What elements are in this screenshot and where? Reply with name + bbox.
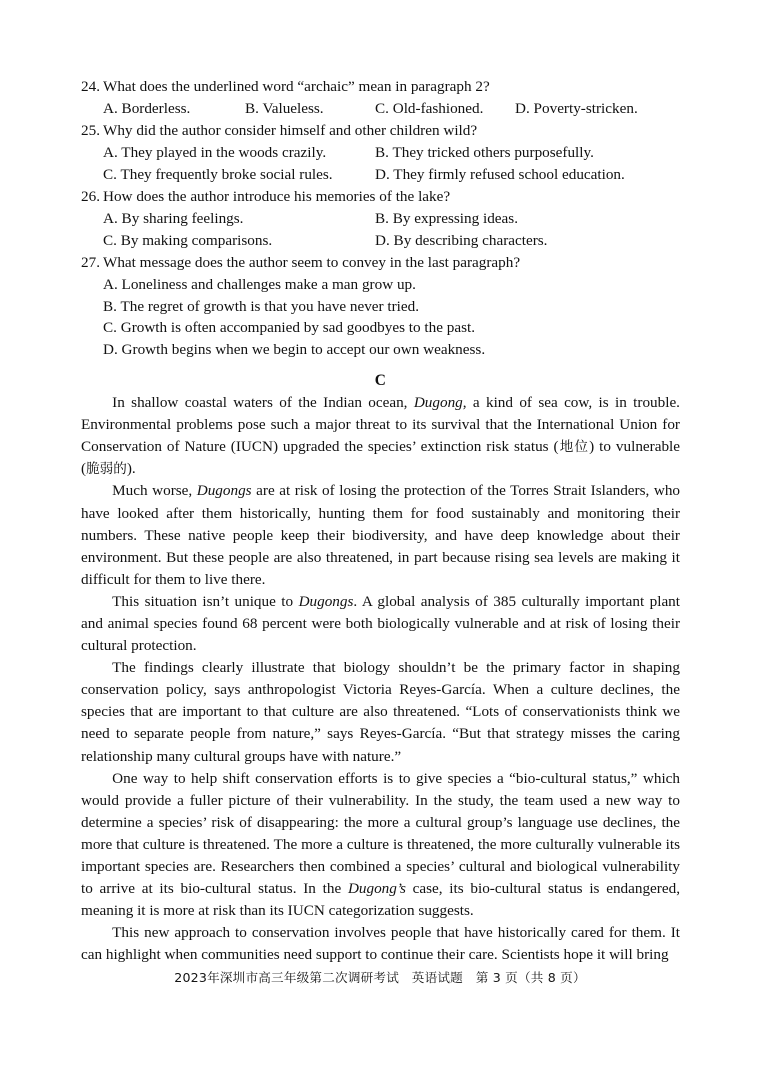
answer-option[interactable]: A. Borderless. <box>103 99 191 117</box>
question-block <box>81 252 680 361</box>
passage-text-run: . A global analysis of 385 culturally important plant and animal species found 68 percent were both biologically vulnerable and at risk of losing their cultural protection. <box>81 592 680 655</box>
passage-paragraph <box>81 392 680 480</box>
answer-option[interactable]: C. Old-fashioned. <box>375 99 484 117</box>
question-block <box>81 120 680 185</box>
answer-option[interactable]: C. By making comparisons. <box>103 231 273 249</box>
answer-option[interactable]: D. They firmly refused school education. <box>375 165 625 183</box>
page-footer: 2023年深圳市高三年级第二次调研考试 英语试题 第 3 页（共 8 页） <box>174 970 586 985</box>
option-row <box>103 230 680 252</box>
passage-text-run: In shallow coastal waters of the Indian ocean, <box>112 394 414 412</box>
question-block <box>81 76 680 119</box>
passage-body <box>81 392 680 966</box>
question-stem <box>81 252 680 274</box>
passage-text-run: ) to vulnerable ( <box>81 438 681 478</box>
question-block <box>81 186 680 251</box>
answer-option[interactable]: A. They played in the woods crazily. <box>103 143 327 161</box>
answer-option[interactable]: A. Loneliness and challenges make a man grow up. <box>103 275 416 293</box>
passage-text-run: case, its bio-cultural status is endangered, meaning it is more at risk than its IUCN categorization suggests. <box>81 880 680 920</box>
answer-option[interactable]: B. The regret of growth is that you have never tried. <box>103 297 420 315</box>
option-row <box>103 164 680 186</box>
question-number: 24. <box>81 78 100 95</box>
question-number: 26. <box>81 188 100 206</box>
passage-section-letter: C <box>374 372 387 390</box>
passage-text-run: , a kind of sea cow, is in trouble. Environmental problems pose such a major threat to its survival that the International Union for Conservation of Nature (IUCN) upgraded the species’ extinction risk status ( <box>81 394 680 456</box>
option-group <box>81 142 680 185</box>
option-group <box>81 98 680 120</box>
italic-term: Dugong’s <box>347 880 406 898</box>
italic-term: Dugongs <box>298 592 354 610</box>
option-row <box>103 317 680 339</box>
reading-passage <box>81 370 680 966</box>
answer-option[interactable]: B. Valueless. <box>245 99 324 117</box>
passage-text-run: This situation isn’t unique to <box>112 592 299 610</box>
question-stem-text: How does the author introduce his memories of the lake? <box>103 188 451 206</box>
question-number: 27. <box>81 254 100 272</box>
answer-option[interactable]: C. They frequently broke social rules. <box>103 165 333 183</box>
passage-paragraph <box>81 768 680 923</box>
answer-option[interactable]: D. Poverty-stricken. <box>515 99 638 117</box>
answer-option[interactable]: B. They tricked others purposefully. <box>375 143 594 161</box>
option-group <box>81 274 680 361</box>
option-row <box>103 339 680 361</box>
option-group <box>81 208 680 251</box>
option-row <box>103 98 680 120</box>
option-row <box>103 208 680 230</box>
passage-paragraph <box>81 480 680 590</box>
passage-text-run: ). <box>126 460 136 478</box>
passage-paragraph <box>81 591 680 657</box>
option-row <box>103 274 680 296</box>
question-list <box>81 76 680 361</box>
passage-paragraph <box>81 657 680 767</box>
question-stem-text: What message does the author seem to convey in the last paragraph? <box>103 254 521 272</box>
question-stem-text: What does the underlined word “archaic” mean in paragraph 2? <box>103 78 490 95</box>
passage-paragraph <box>81 922 680 966</box>
passage-text-run: are at risk of losing the protection of the Torres Strait Islanders, who have looked after them historically, hunting them for food sustainably and monitoring their numbers. These native people keep their biodiversity, and have deep knowledge about their environment. But these people are also threatened, in part because rising sea levels are making it difficult for them to live there. <box>81 482 681 588</box>
answer-option[interactable]: C. Growth is often accompanied by sad goodbyes to the past. <box>103 319 476 337</box>
italic-term: Dugongs <box>196 482 252 500</box>
passage-text-run: One way to help shift conservation efforts is to give species a “bio-cultural status,” which would provide a fuller picture of their vulnerability. In the study, the team used a new way to determine a species’ risk of disappearing: the more a cultural group’s language use declines, the more that culture is threatened. The more a culture is threatened, the more culturally vulnerable its important species are. Researchers then combined a species’ cultural and biological vulnerability to arrive at its bio-cultural status. In the <box>81 769 680 898</box>
passage-text-run: Much worse, <box>112 482 197 500</box>
italic-term: Dugong <box>413 394 463 412</box>
question-stem <box>81 186 680 208</box>
chinese-gloss: 地位 <box>558 439 590 456</box>
page-content <box>81 76 680 967</box>
option-row <box>103 296 680 318</box>
answer-option[interactable]: B. By expressing ideas. <box>375 209 518 227</box>
passage-text-run: This new approach to conservation involves people that have historically cared for them. It can highlight when communities need support to continue their care. Scientists hope it will bring <box>81 924 680 964</box>
question-stem-text: Why did the author consider himself and other children wild? <box>103 122 478 140</box>
option-row <box>103 142 680 164</box>
answer-option[interactable]: A. By sharing feelings. <box>103 209 244 227</box>
question-stem <box>81 120 680 142</box>
passage-text-run: The findings clearly illustrate that biology shouldn’t be the primary factor in shaping conservation policy, says anthropologist Victoria Reyes-García. When a culture declines, the species that are important to that culture are also threatened. “Lots of conservationists think we need to separate people from nature,” says Reyes-García. “But that strategy misses the caring relationship many cultural groups have with nature.” <box>81 659 680 765</box>
question-stem <box>81 76 680 98</box>
question-number: 25. <box>81 122 100 140</box>
answer-option[interactable]: D. Growth begins when we begin to accept our own weakness. <box>103 341 486 359</box>
chinese-gloss: 脆弱的 <box>86 461 127 478</box>
answer-option[interactable]: D. By describing characters. <box>375 231 548 249</box>
